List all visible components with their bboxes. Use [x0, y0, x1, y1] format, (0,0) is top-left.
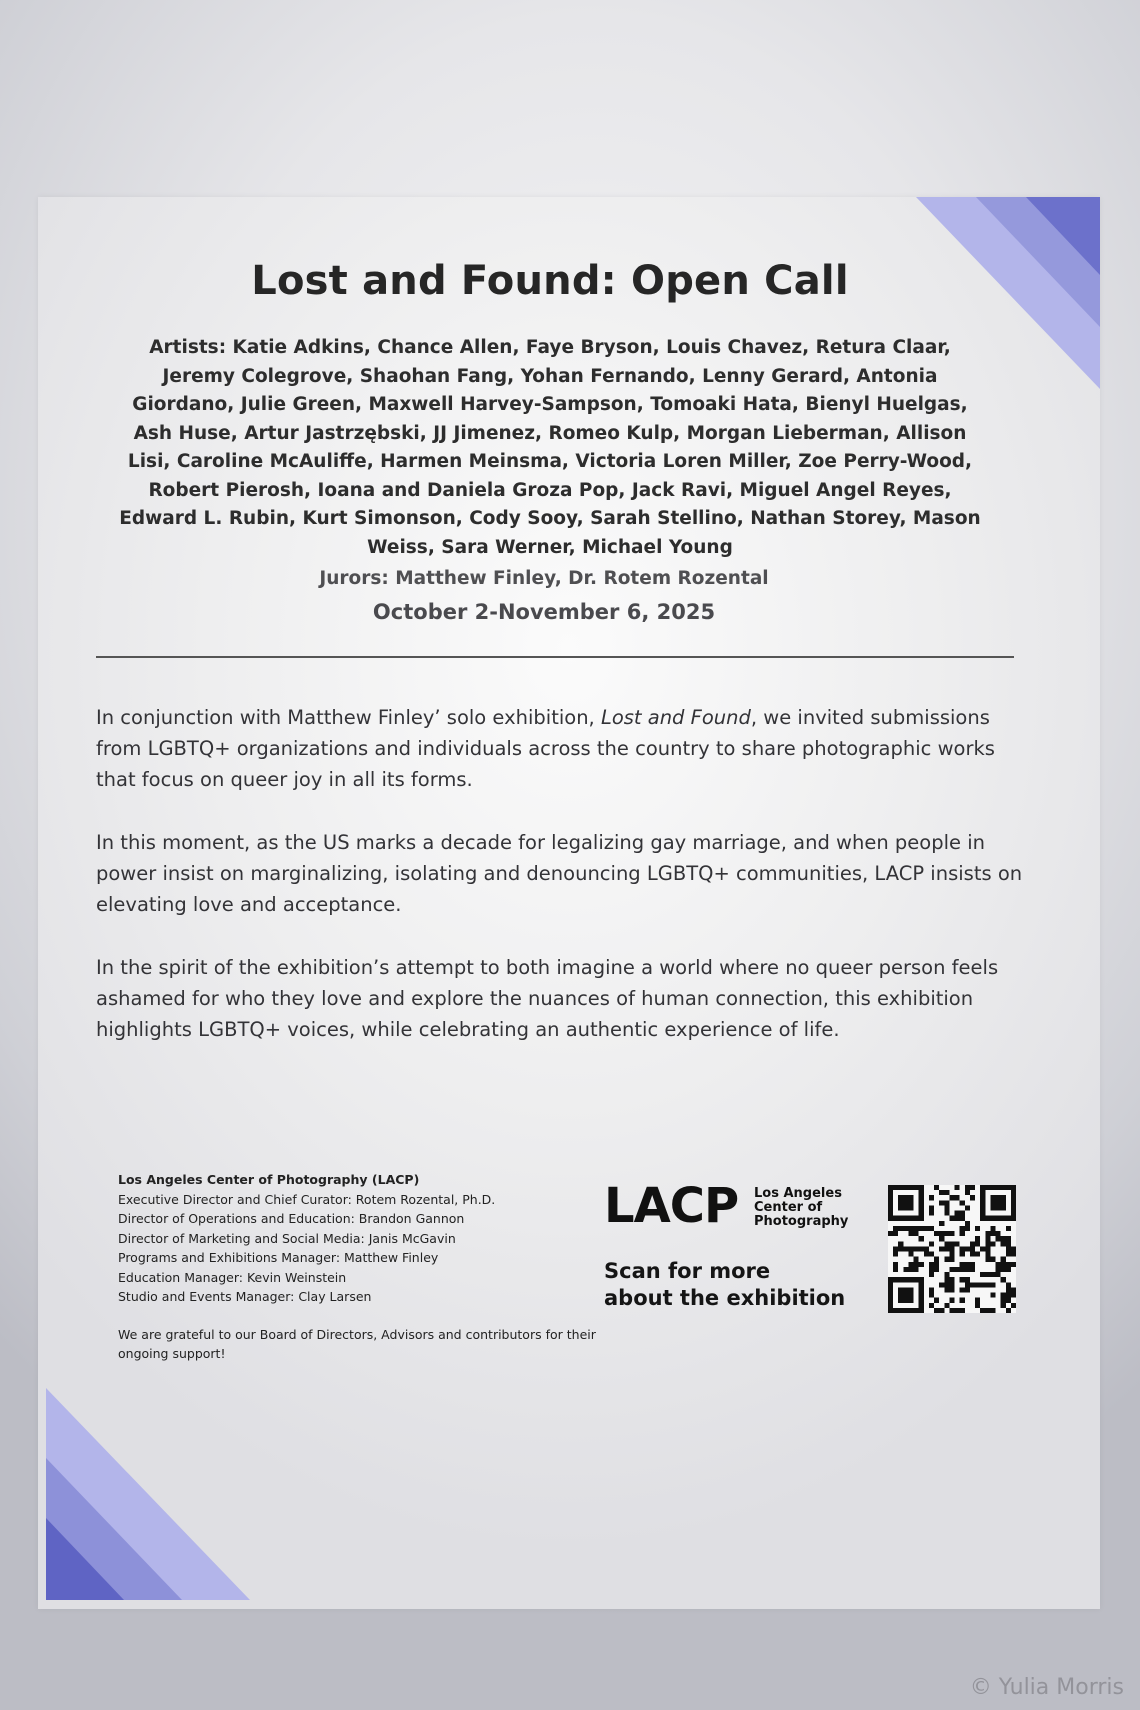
qr-code-icon[interactable]: [888, 1185, 1016, 1313]
exhibition-statement: [96, 702, 1036, 1077]
logo-sub-line: Photography: [754, 1214, 849, 1229]
credits-staff-line: Programs and Exhibitions Manager: Matthew Finley: [118, 1250, 439, 1265]
statement-paragraph-1: [96, 702, 1036, 795]
exhibition-dates: October 2-November 6, 2025: [372, 600, 716, 624]
logo-sub-line: Los Angeles: [754, 1186, 842, 1201]
statement-paragraph-3: In the spirit of the exhibition’s attempt to both imagine a world where no queer person feels ashamed for who they love and explore the nuances of human connection, this exhibition highlights LGBTQ+ voices, while celebrating an authentic experience of life.: [96, 956, 999, 1041]
logo-sub-line: Center of: [754, 1200, 823, 1215]
statement-paragraph-2: In this moment, as the US marks a decade for legalizing gay marriage, and when people in power insist on marginalizing, isolating and denouncing LGBTQ+ communities, LACP insists on elevating love and acceptance.: [96, 831, 1023, 916]
lacp-logo-subtitle: [754, 1187, 874, 1229]
credits-staff-line: Executive Director and Chief Curator: Rotem Rozental, Ph.D.: [118, 1191, 496, 1207]
jurors-line: Jurors: Matthew Finley, Dr. Rotem Rozental: [319, 568, 769, 589]
credits-org-name: Los Angeles Center of Photography (LACP): [118, 1172, 420, 1187]
exhibition-title-italic: Lost and Found: [600, 706, 751, 729]
staff-credits: [118, 1170, 598, 1364]
artists-list: Artists: Katie Adkins, Chance Allen, Faye Bryson, Louis Chavez, Retura Claar, Jeremy Colegrove, Shaohan Fang, Yohan Fernando, Lenny Gerard, Antonia Giordano, Julie Green, Maxwell Harvey-Sampson, Tomoaki Hata, Bienyl Huelgas, Ash Huse, Artur Jastrzębski, JJ Jimenez, Romeo Kulp, Morgan Lieberman, Allison Lisi, Caroline McAuliffe, Harmen Meinsma, Victoria Loren Miller, Zoe Perry-Wood, Robert Pierosh, Ioana and Daniela Groza Pop, Jack Ravi, Miguel Angel Reyes, Edward L. Rubin, Kurt Simonson, Cody Sooy, Sarah Stellino, Nathan Storey, Mason Weiss, Sara Werner, Michael Young: [119, 337, 981, 558]
credits-staff-line: Director of Marketing and Social Media: Janis McGavin: [118, 1230, 456, 1246]
lacp-logo-mark: LACP: [604, 1178, 739, 1234]
credits-staff-line: Director of Operations and Education: Brandon Gannon: [118, 1211, 465, 1226]
credits-staff-line: Studio and Events Manager: Clay Larsen: [118, 1289, 372, 1304]
scan-line-1: Scan for more: [604, 1259, 771, 1283]
scan-prompt: [604, 1258, 864, 1312]
credits-thanks: We are grateful to our Board of Directors, Advisors and contributors for their ongoing support!: [118, 1326, 596, 1361]
credits-staff-line: Education Manager: Kevin Weinstein: [118, 1269, 347, 1285]
scan-line-2: about the exhibition: [604, 1286, 846, 1310]
paragraph-1-text-start: In conjunction with Matthew Finley’ solo exhibition,: [96, 706, 601, 729]
divider-line: [96, 656, 1014, 658]
paragraph-1-text-end: , we invited submissions from LGBTQ+ organizations and individuals across the country to share photographic works that focus on queer joy in all its forms.: [96, 706, 995, 791]
photo-watermark: © Yulia Morris: [969, 1675, 1124, 1700]
corner-accent-bottom-left: [46, 1388, 250, 1600]
poster-title: Lost and Found: Open Call: [251, 258, 849, 304]
